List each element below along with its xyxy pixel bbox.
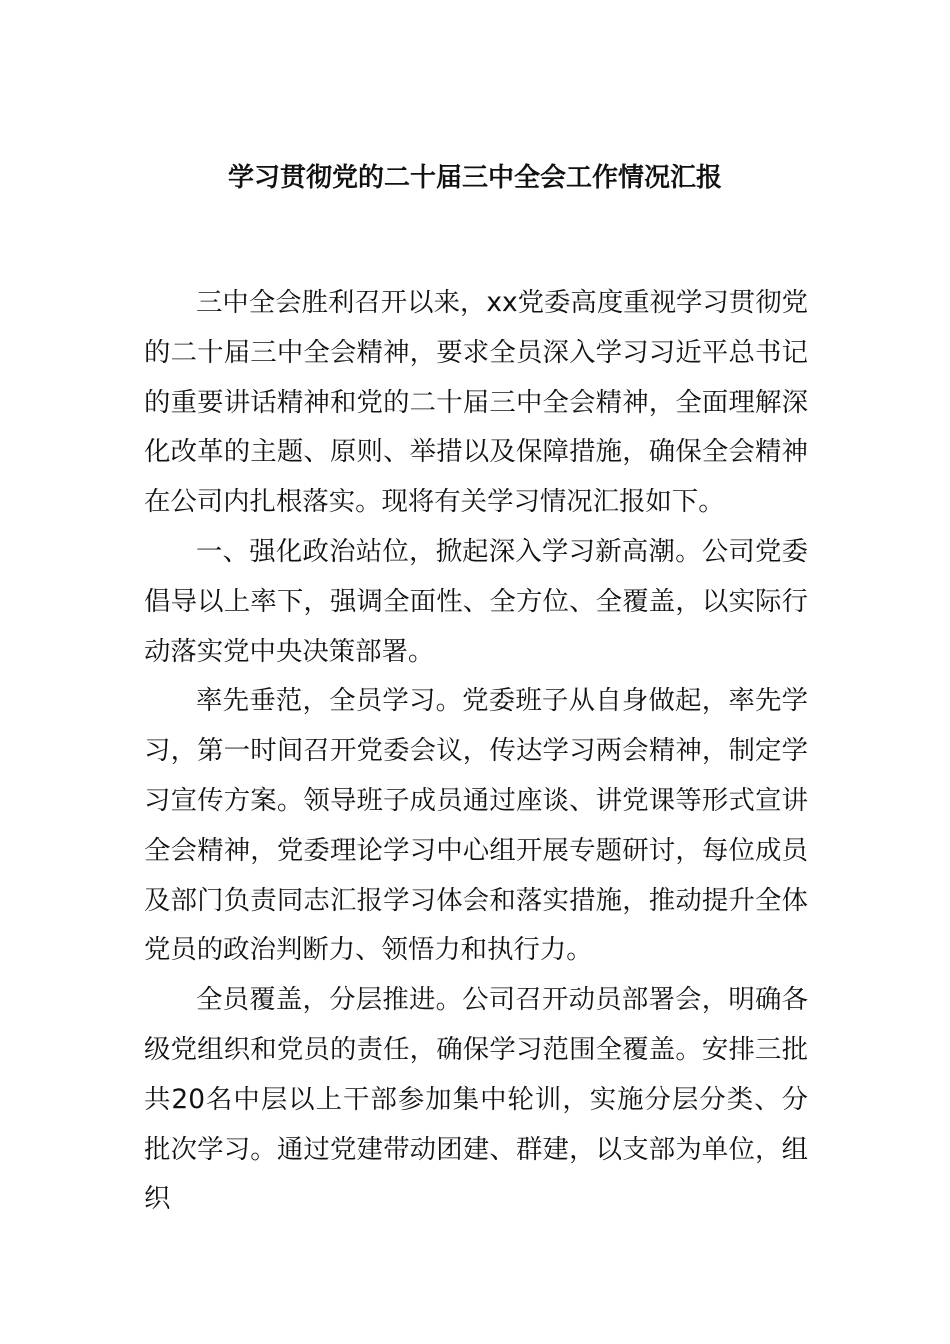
document-title: 学习贯彻党的二十届三中全会工作情况汇报 [227, 163, 722, 193]
paragraph-full-coverage: 全员覆盖，分层推进。公司召开动员部署会，明确各级党组织和党员的责任，确保学习范围全覆盖。安排三批共20名中层以上干部参加集中轮训，实施分层分类、分批次学习。通过党建带动团建、群建，以支部为单位，组织 [144, 984, 808, 1215]
paragraph-lead-by-example: 率先垂范，全员学习。党委班子从自身做起，率先学习，第一时间召开党委会议，传达学习两会精神，制定学习宣传方案。领导班子成员通过座谈、讲党课等形式宣讲全会精神，党委理论学习中心组开展专题研讨，每位成员及部门负责同志汇报学习体会和落实措施，推动提升全体党员的政治判断力、领悟力和执行力。 [144, 685, 808, 966]
paragraph-section-one: 一、强化政治站位，掀起深入学习新高潮。公司党委倡导以上率下，强调全面性、全方位、全覆盖，以实际行动落实党中央决策部署。 [144, 535, 808, 667]
paragraph-intro: 三中全会胜利召开以来，xx党委高度重视学习贯彻党的二十届三中全会精神，要求全员深入学习习近平总书记的重要讲话精神和党的二十届三中全会精神，全面理解深化改革的主题、原则、举措以及保障措施，确保全会精神在公司内扎根落实。现将有关学习情况汇报如下。 [144, 287, 808, 518]
document-body [144, 278, 808, 1224]
